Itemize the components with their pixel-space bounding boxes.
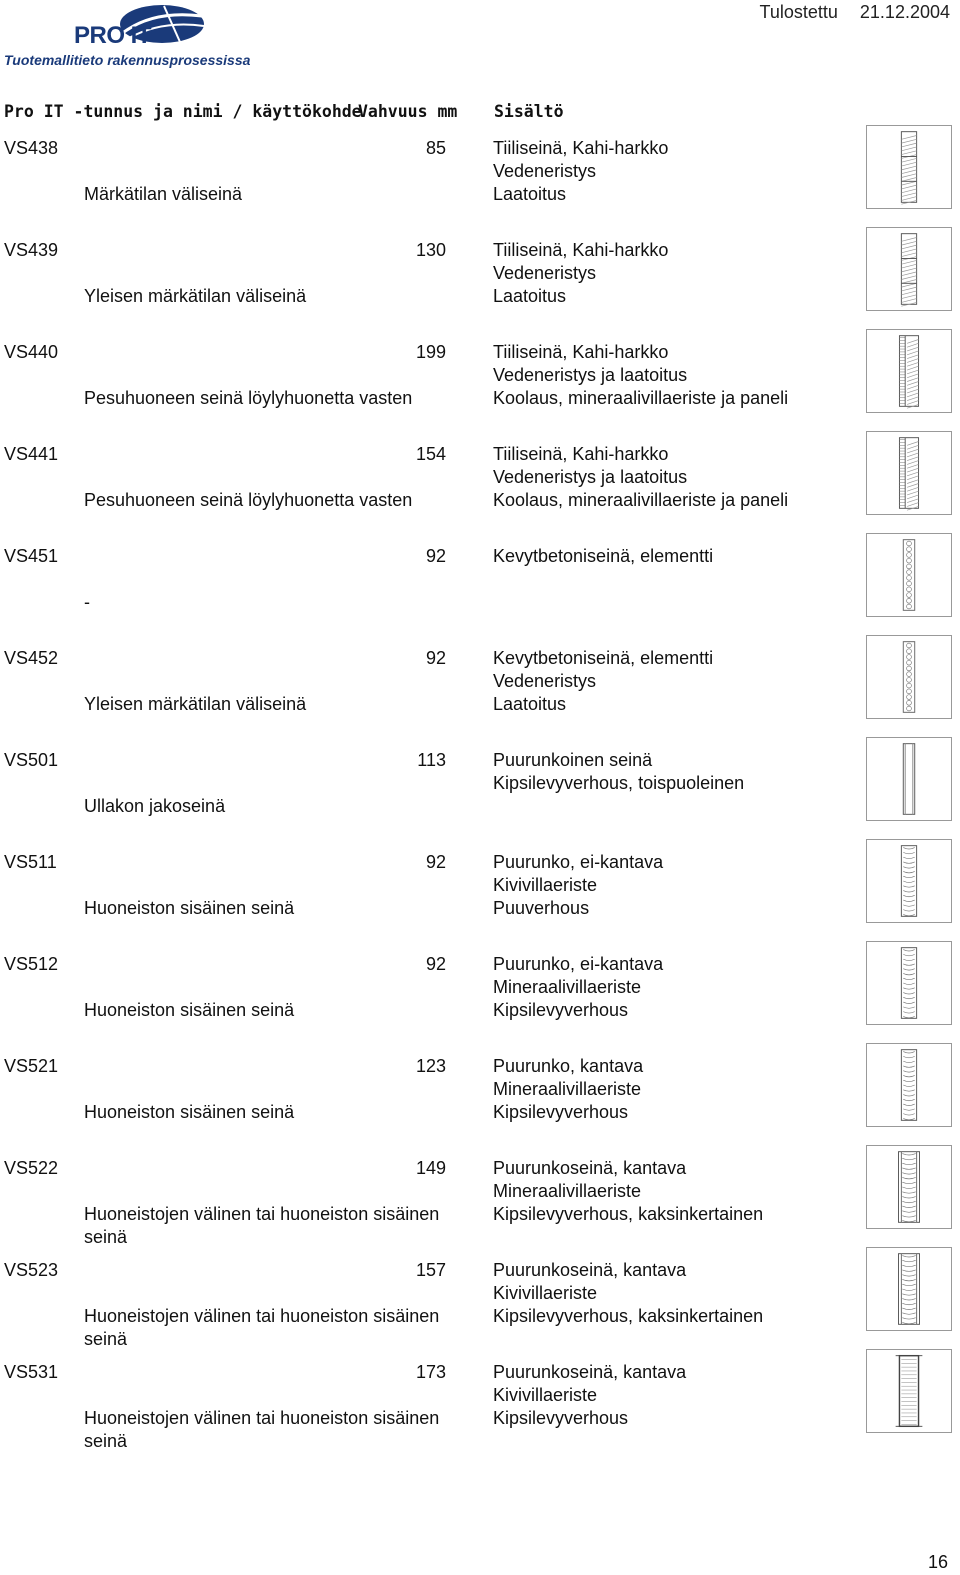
contents-line: Laatoitus [493, 286, 567, 306]
contents-line: Kivivillaeriste [493, 1385, 598, 1405]
wall-usage: Yleisen märkätilan väliseinä [84, 694, 307, 714]
insulated-stud-section-icon [866, 941, 952, 1025]
wall-strength: 123 [415, 1056, 446, 1076]
table-row [0, 239, 960, 341]
double-board-stud-section-icon [866, 1145, 952, 1229]
wall-code: VS440 [4, 342, 59, 362]
table-row [0, 749, 960, 851]
wall-code: VS531 [4, 1362, 59, 1382]
page-number: 16 [927, 1552, 948, 1572]
wall-usage: Pesuhuoneen seinä löylyhuonetta vasten [84, 490, 413, 510]
wall-strength: 157 [415, 1260, 446, 1280]
lightweight-concrete-section-icon [866, 533, 952, 617]
wall-strength: 199 [415, 342, 446, 362]
brick-insulated-wall-section-icon [866, 431, 952, 515]
contents-line: Mineraalivillaeriste [493, 1181, 642, 1201]
contents-line: Kevytbetoniseinä, elementti [493, 648, 714, 668]
wall-code: VS521 [4, 1056, 59, 1076]
wall-code: VS501 [4, 750, 59, 770]
wall-contents [493, 1055, 643, 1124]
contents-line: Laatoitus [493, 184, 567, 204]
contents-line: Tiiliseinä, Kahi-harkko [493, 444, 669, 464]
pro-it-logo [4, 2, 274, 68]
wall-contents [493, 137, 668, 206]
wall-contents [493, 443, 788, 512]
contents-line: Vedeneristys ja laatoitus [493, 467, 688, 487]
wall-code: VS438 [4, 138, 59, 158]
wall-usage: Ullakon jakoseinä [84, 796, 226, 816]
wall-strength: 92 [425, 546, 446, 566]
wall-code: VS511 [4, 852, 57, 872]
contents-line: Vedeneristys [493, 671, 597, 691]
table-row [0, 1361, 960, 1463]
wall-strength: 113 [417, 750, 446, 770]
wall-contents [493, 1157, 763, 1226]
wall-code: VS439 [4, 240, 59, 260]
wall-contents [493, 1361, 686, 1430]
wall-code: VS451 [4, 546, 59, 566]
brick-wall-section-icon [866, 125, 952, 209]
contents-line: Kipsilevyverhous [493, 1102, 629, 1122]
contents-line: Puurunko, ei-kantava [493, 954, 664, 974]
table-row [0, 953, 960, 1055]
header-contents: Sisältö [494, 102, 564, 121]
contents-line: Kipsilevyverhous [493, 1000, 629, 1020]
contents-line: Puurunkoseinä, kantava [493, 1362, 687, 1382]
wall-strength: 92 [425, 954, 446, 974]
wall-usage: Pesuhuoneen seinä löylyhuonetta vasten [84, 388, 413, 408]
wall-usage: Huoneistojen välinen tai huoneiston sisäinen seinä [84, 1204, 440, 1247]
contents-line: Kipsilevyverhous, kaksinkertainen [493, 1204, 764, 1224]
contents-line: Kivivillaeriste [493, 1283, 598, 1303]
contents-line: Puurunkoseinä, kantava [493, 1260, 687, 1280]
contents-line: Puuverhous [493, 898, 590, 918]
timber-frame-section-icon [866, 737, 952, 821]
table-row [0, 1055, 960, 1157]
logo-name: PRO IT [74, 22, 152, 49]
stud-wall-section-icon [866, 1349, 952, 1433]
contents-line: Tiiliseinä, Kahi-harkko [493, 138, 669, 158]
wall-code: VS523 [4, 1260, 59, 1280]
lightweight-concrete-section-icon [866, 635, 952, 719]
printed-date: 21.12.2004 [859, 2, 950, 22]
contents-line: Kipsilevyverhous [493, 1408, 629, 1428]
contents-line: Koolaus, mineraalivillaeriste ja paneli [493, 490, 789, 510]
table-row [0, 545, 960, 647]
printed-info [738, 2, 950, 23]
table-header [4, 102, 956, 126]
contents-line: Vedeneristys ja laatoitus [493, 365, 688, 385]
wall-contents [493, 749, 744, 795]
wall-code: VS452 [4, 648, 59, 668]
wall-contents [493, 953, 663, 1022]
brick-wall-section-icon [866, 227, 952, 311]
contents-line: Mineraalivillaeriste [493, 977, 642, 997]
contents-line: Kipsilevyverhous, toispuoleinen [493, 773, 745, 793]
contents-line: Puurunkoseinä, kantava [493, 1158, 687, 1178]
table-row [0, 1157, 960, 1259]
contents-line: Kevytbetoniseinä, elementti [493, 546, 714, 566]
wall-usage: Märkätilan väliseinä [84, 184, 243, 204]
contents-line: Puurunkoinen seinä [493, 750, 653, 770]
wall-strength: 92 [425, 852, 446, 872]
contents-line: Mineraalivillaeriste [493, 1079, 642, 1099]
double-board-stud-section-icon [866, 1247, 952, 1331]
contents-line: Puurunko, kantava [493, 1056, 644, 1076]
wall-contents [493, 647, 713, 716]
contents-line: Kivivillaeriste [493, 875, 598, 895]
contents-line: Vedeneristys [493, 161, 597, 181]
logo-tagline: Tuotemallitieto rakennusprosessissa [4, 52, 251, 68]
wall-usage: Huoneistojen välinen tai huoneiston sisäinen seinä [84, 1408, 440, 1451]
brick-insulated-wall-section-icon [866, 329, 952, 413]
header-id-name: Pro IT -tunnus ja nimi / käyttökohde [4, 102, 362, 121]
table-row [0, 851, 960, 953]
wall-usage: Huoneiston sisäinen seinä [84, 898, 295, 918]
wall-usage: Yleisen märkätilan väliseinä [84, 286, 307, 306]
table-row [0, 647, 960, 749]
wall-strength: 92 [425, 648, 446, 668]
wall-strength: 149 [415, 1158, 446, 1178]
wall-code: VS522 [4, 1158, 59, 1178]
wall-contents [493, 341, 788, 410]
contents-line: Puurunko, ei-kantava [493, 852, 664, 872]
insulated-stud-section-icon [866, 839, 952, 923]
contents-line: Laatoitus [493, 694, 567, 714]
wall-usage: Huoneistojen välinen tai huoneiston sisäinen seinä [84, 1306, 440, 1349]
table-row [0, 443, 960, 545]
contents-line: Kipsilevyverhous, kaksinkertainen [493, 1306, 764, 1326]
wall-contents [493, 1259, 763, 1328]
header-strength: Vahvuus mm [358, 102, 458, 121]
wall-contents [493, 545, 713, 568]
table-row [0, 137, 960, 239]
contents-line: Koolaus, mineraalivillaeriste ja paneli [493, 388, 789, 408]
contents-line: Vedeneristys [493, 263, 597, 283]
wall-contents [493, 851, 663, 920]
wall-usage: Huoneiston sisäinen seinä [84, 1000, 295, 1020]
table-row [0, 341, 960, 443]
contents-line: Tiiliseinä, Kahi-harkko [493, 342, 669, 362]
wall-code: VS441 [4, 444, 59, 464]
wall-usage: - [84, 592, 90, 612]
wall-strength: 173 [415, 1362, 446, 1382]
contents-line: Tiiliseinä, Kahi-harkko [493, 240, 669, 260]
wall-contents [493, 239, 668, 308]
wall-code: VS512 [4, 954, 59, 974]
insulated-stud-section-icon [866, 1043, 952, 1127]
printed-label: Tulostettu [759, 2, 838, 22]
wall-strength: 130 [415, 240, 446, 260]
wall-strength: 154 [415, 444, 446, 464]
wall-strength: 85 [425, 138, 446, 158]
table-row [0, 1259, 960, 1361]
wall-usage: Huoneiston sisäinen seinä [84, 1102, 295, 1122]
